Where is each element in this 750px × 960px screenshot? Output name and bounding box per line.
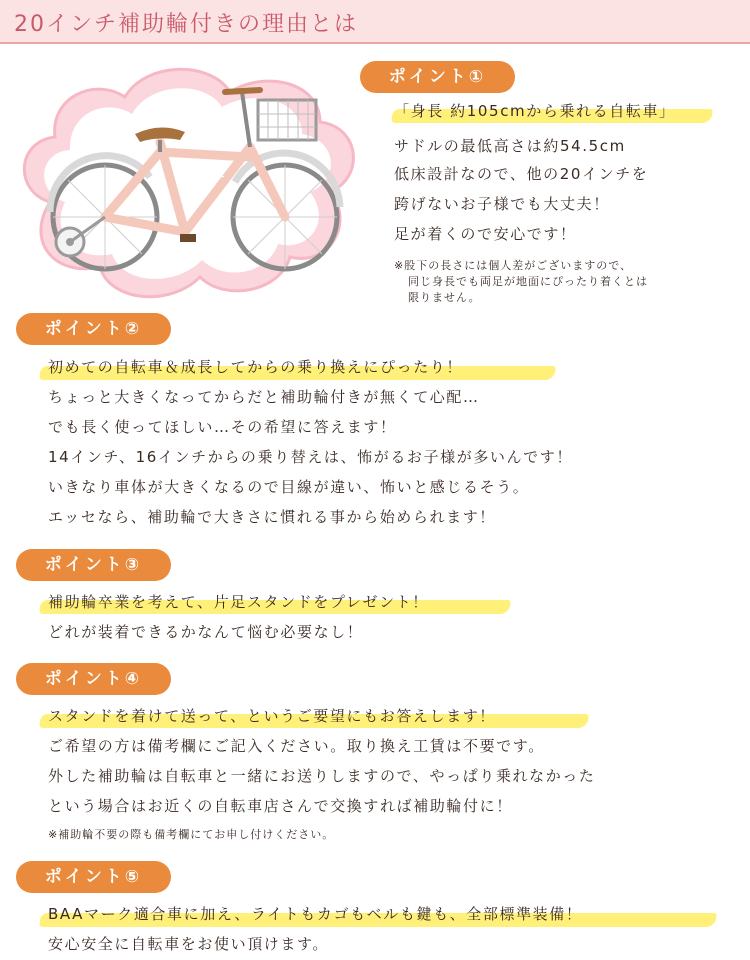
point-5-line-1: BAAマーク適合車に加え、ライトもカゴもベルも鍵も、全部標準装備！ — [48, 905, 583, 923]
point-2-badge: ポイント② — [16, 313, 171, 345]
point-1-line-4: 跨げないお子様でも大丈夫！ — [394, 195, 610, 213]
point-4-badge: ポイント④ — [16, 663, 171, 695]
frame-logo: ESSE — [193, 165, 226, 185]
point-5-badge: ポイント⑤ — [16, 861, 171, 893]
point-2-line-4: 14インチ、16インチからの乗り替えは、怖がるお子様が多いんです！ — [48, 448, 573, 466]
point-2-line-2: ちょっと大きくなってからだと補助輪付きが無くて心配… — [48, 388, 480, 406]
point-2-line-6: エッセなら、補助輪で大きさに慣れる事から始められます！ — [48, 508, 496, 526]
point-1-line-1: 「身長 約105cmから乗れる自転車」 — [394, 102, 676, 120]
point-3-line-2: どれが装着できるかなんて悩む必要なし！ — [48, 623, 364, 641]
point-3-badge: ポイント③ — [16, 549, 171, 581]
point-1-note-1: ※股下の長さには個人差がございますので、 — [394, 259, 632, 272]
header-band — [0, 0, 750, 44]
point-1-badge: ポイント① — [360, 61, 515, 93]
point-1-line-2: サドルの最低高さは約54.5cm — [394, 137, 626, 155]
point-5-line-2: 安心安全に自転車をお使い頂けます。 — [48, 935, 330, 953]
point-3-line-1: 補助輪卒業を考えて、片足スタンドをプレゼント！ — [48, 593, 429, 611]
point-2-line-3: でも長く使ってほしい…その希望に答えます！ — [48, 418, 397, 436]
point-1-line-3: 低床設計なので、他の20インチを — [394, 165, 649, 183]
page-title: 20インチ補助輪付きの理由とは — [14, 12, 358, 37]
point-4-line-1: スタンドを着けて送って、というご要望にもお答えします！ — [48, 707, 496, 725]
bicycle-photo — [10, 52, 370, 317]
point-4-line-4: という場合はお近くの自転車店さんで交換すれば補助輪付に！ — [48, 797, 513, 815]
point-4-line-2: ご希望の方は備考欄にご記入ください。取り換え工賃は不要です。 — [48, 737, 545, 755]
point-1-note-2: 同じ身長でも両足が地面にぴったり着くとは — [408, 275, 648, 288]
point-2-line-5: いきなり車体が大きくなるので目線が違い、怖いと感じるそう。 — [48, 478, 530, 496]
point-4-note-1: ※補助輪不要の際も備考欄にてお申し付けください。 — [48, 828, 335, 841]
point-2-line-1: 初めての自転車＆成長してからの乗り換えにぴったり！ — [48, 358, 464, 376]
point-4-line-3: 外した補助輪は自転車と一緒にお送りしますので、やっぱり乗れなかった — [48, 767, 596, 785]
point-1-line-5: 足が着くので安心です！ — [394, 225, 577, 243]
point-1-note-3: 限りません。 — [408, 291, 481, 304]
